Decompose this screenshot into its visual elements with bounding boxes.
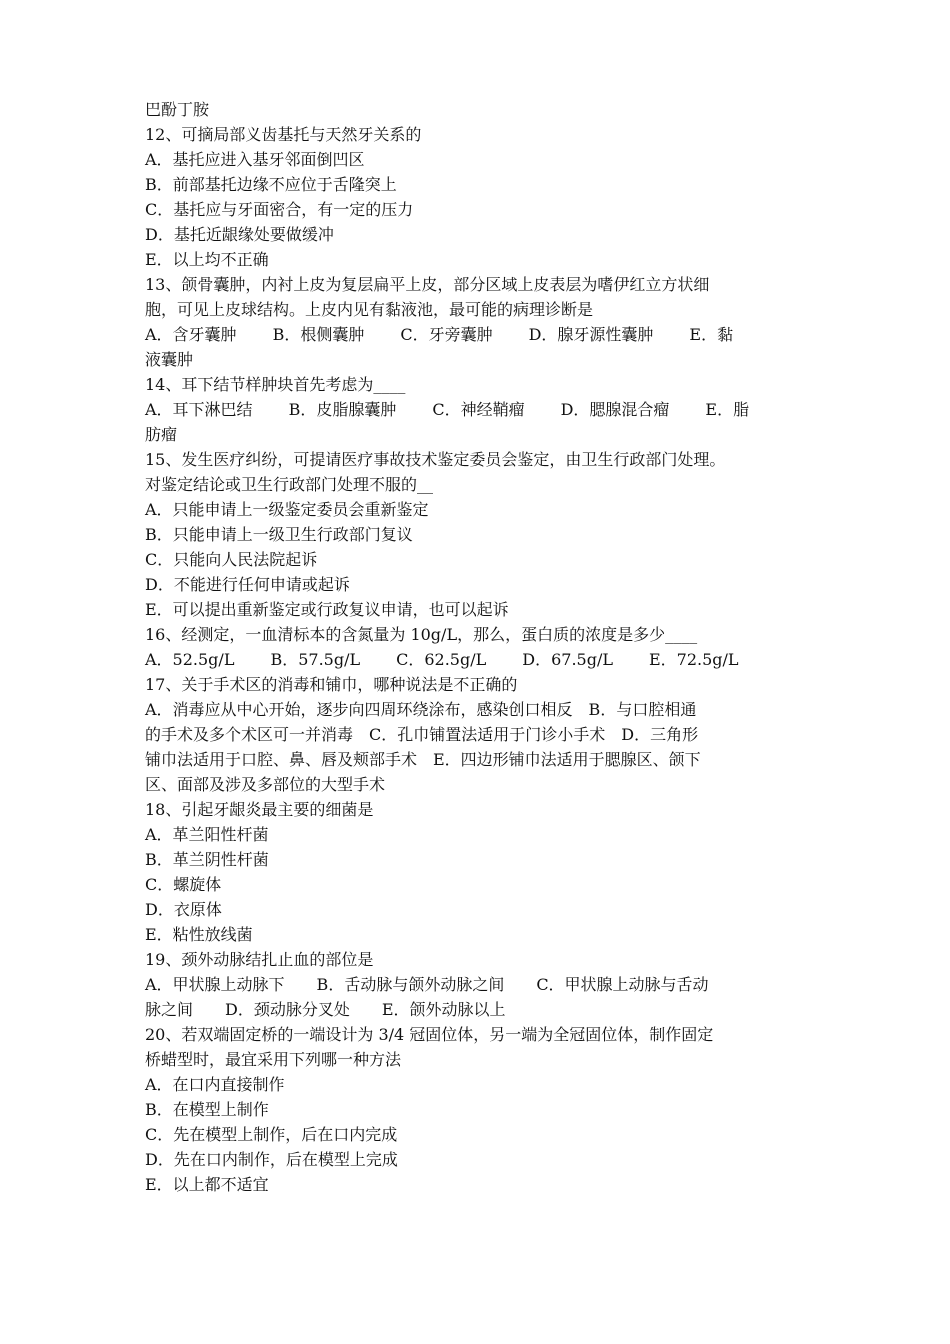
option-c: C．螺旋体 xyxy=(145,875,222,894)
option-c: C．只能向人民法院起诉 xyxy=(145,550,318,569)
question-16: 16、经测定，一血清标本的含氮量为 10g/L，那么，蛋白质的浓度是多少____ xyxy=(145,625,698,644)
option-c: C．神经鞘瘤 xyxy=(432,400,525,419)
option-c: C．先在模型上制作，后在口内完成 xyxy=(145,1125,398,1144)
question-12: 12、可摘局部义齿基托与天然牙关系的 xyxy=(145,125,422,144)
option-c: C．牙旁囊肿 xyxy=(400,325,493,344)
option-b: B．在模型上制作 xyxy=(145,1100,269,1119)
option-b: B．根侧囊肿 xyxy=(272,325,365,344)
option-b: B．只能申请上一级卫生行政部门复议 xyxy=(145,525,413,544)
question-14: 14、耳下结节样肿块首先考虑为____ xyxy=(145,375,406,394)
question-17-options: 的手术及多个术区可一并消毒 C．孔巾铺置法适用于门诊小手术 D．三角形 xyxy=(145,725,699,744)
option-e: E．粘性放线菌 xyxy=(145,925,253,944)
question-17-options: 区、面部及涉及多部位的大型手术 xyxy=(145,775,386,794)
question-17: 17、关于手术区的消毒和铺巾，哪种说法是不正确的 xyxy=(145,675,518,694)
option-d: D．腺牙源性囊肿 xyxy=(528,325,654,344)
option-d: D．67.5g/L xyxy=(522,650,613,669)
option-e: E．黏 xyxy=(689,325,734,344)
option-a: A．在口内直接制作 xyxy=(145,1075,285,1094)
option-c: C．基托应与牙面密合，有一定的压力 xyxy=(145,200,414,219)
option-c: C．62.5g/L xyxy=(396,650,487,669)
option-a: A．52.5g/L xyxy=(145,650,235,669)
option-d: D．衣原体 xyxy=(145,900,222,919)
question-20-cont: 桥蜡型时，最宜采用下列哪一种方法 xyxy=(145,1050,402,1069)
question-16-options xyxy=(145,647,810,672)
question-17-options: 铺巾法适用于口腔、鼻、唇及颊部手术 E．四边形铺巾法适用于腮腺区、颌下 xyxy=(145,750,701,769)
question-14-options xyxy=(145,397,810,422)
question-18: 18、引起牙龈炎最主要的细菌是 xyxy=(145,800,374,819)
question-13-cont: 胞，可见上皮球结构。上皮内见有黏液池，最可能的病理诊断是 xyxy=(145,300,594,319)
option-b: B．皮脂腺囊肿 xyxy=(288,400,397,419)
question-15: 15、发生医疗纠纷，可提请医疗事故技术鉴定委员会鉴定，由卫生行政部门处理。 xyxy=(145,450,726,469)
question-19-options: 脉之间 D．颈动脉分叉处 E．颌外动脉以上 xyxy=(145,1000,506,1019)
option-a: A．耳下淋巴结 xyxy=(145,400,253,419)
option-b: B．前部基托边缘不应位于舌隆突上 xyxy=(145,175,397,194)
option-a: A．只能申请上一级鉴定委员会重新鉴定 xyxy=(145,500,429,519)
option-d: D．基托近龈缘处要做缓冲 xyxy=(145,225,334,244)
option-b: B．57.5g/L xyxy=(270,650,361,669)
option-e: E．以上均不正确 xyxy=(145,250,269,269)
question-20: 20、若双端固定桥的一端设计为 3/4 冠固位体，另一端为全冠固位体，制作固定 xyxy=(145,1025,714,1044)
document-page xyxy=(145,97,810,1197)
option-e: E．可以提出重新鉴定或行政复议申请，也可以起诉 xyxy=(145,600,509,619)
option-e: E．72.5g/L xyxy=(648,650,739,669)
option-d: D．不能进行任何申请或起诉 xyxy=(145,575,350,594)
option-e: E．脂 xyxy=(705,400,750,419)
text-line: 巴酚丁胺 xyxy=(145,100,210,119)
option-d: D．腮腺混合瘤 xyxy=(560,400,670,419)
option-e-cont: 肪瘤 xyxy=(145,425,178,444)
option-e: E．以上都不适宜 xyxy=(145,1175,269,1194)
option-a: A．含牙囊肿 xyxy=(145,325,237,344)
option-a: A．革兰阳性杆菌 xyxy=(145,825,269,844)
question-17-options: A．消毒应从中心开始，逐步向四周环绕涂布，感染创口相反 B．与口腔相通 xyxy=(145,700,697,719)
question-15-cont: 对鉴定结论或卫生行政部门处理不服的__ xyxy=(145,475,434,494)
question-19: 19、颈外动脉结扎止血的部位是 xyxy=(145,950,374,969)
option-b: B．革兰阴性杆菌 xyxy=(145,850,269,869)
question-13: 13、颌骨囊肿，内衬上皮为复层扁平上皮，部分区域上皮表层为嗜伊红立方状细 xyxy=(145,275,710,294)
option-e-cont: 液囊肿 xyxy=(145,350,194,369)
question-13-options xyxy=(145,322,810,347)
option-a: A．基托应进入基牙邻面倒凹区 xyxy=(145,150,365,169)
question-19-options: A．甲状腺上动脉下 B．舌动脉与颌外动脉之间 C．甲状腺上动脉与舌动 xyxy=(145,975,709,994)
option-d: D．先在口内制作，后在模型上完成 xyxy=(145,1150,398,1169)
